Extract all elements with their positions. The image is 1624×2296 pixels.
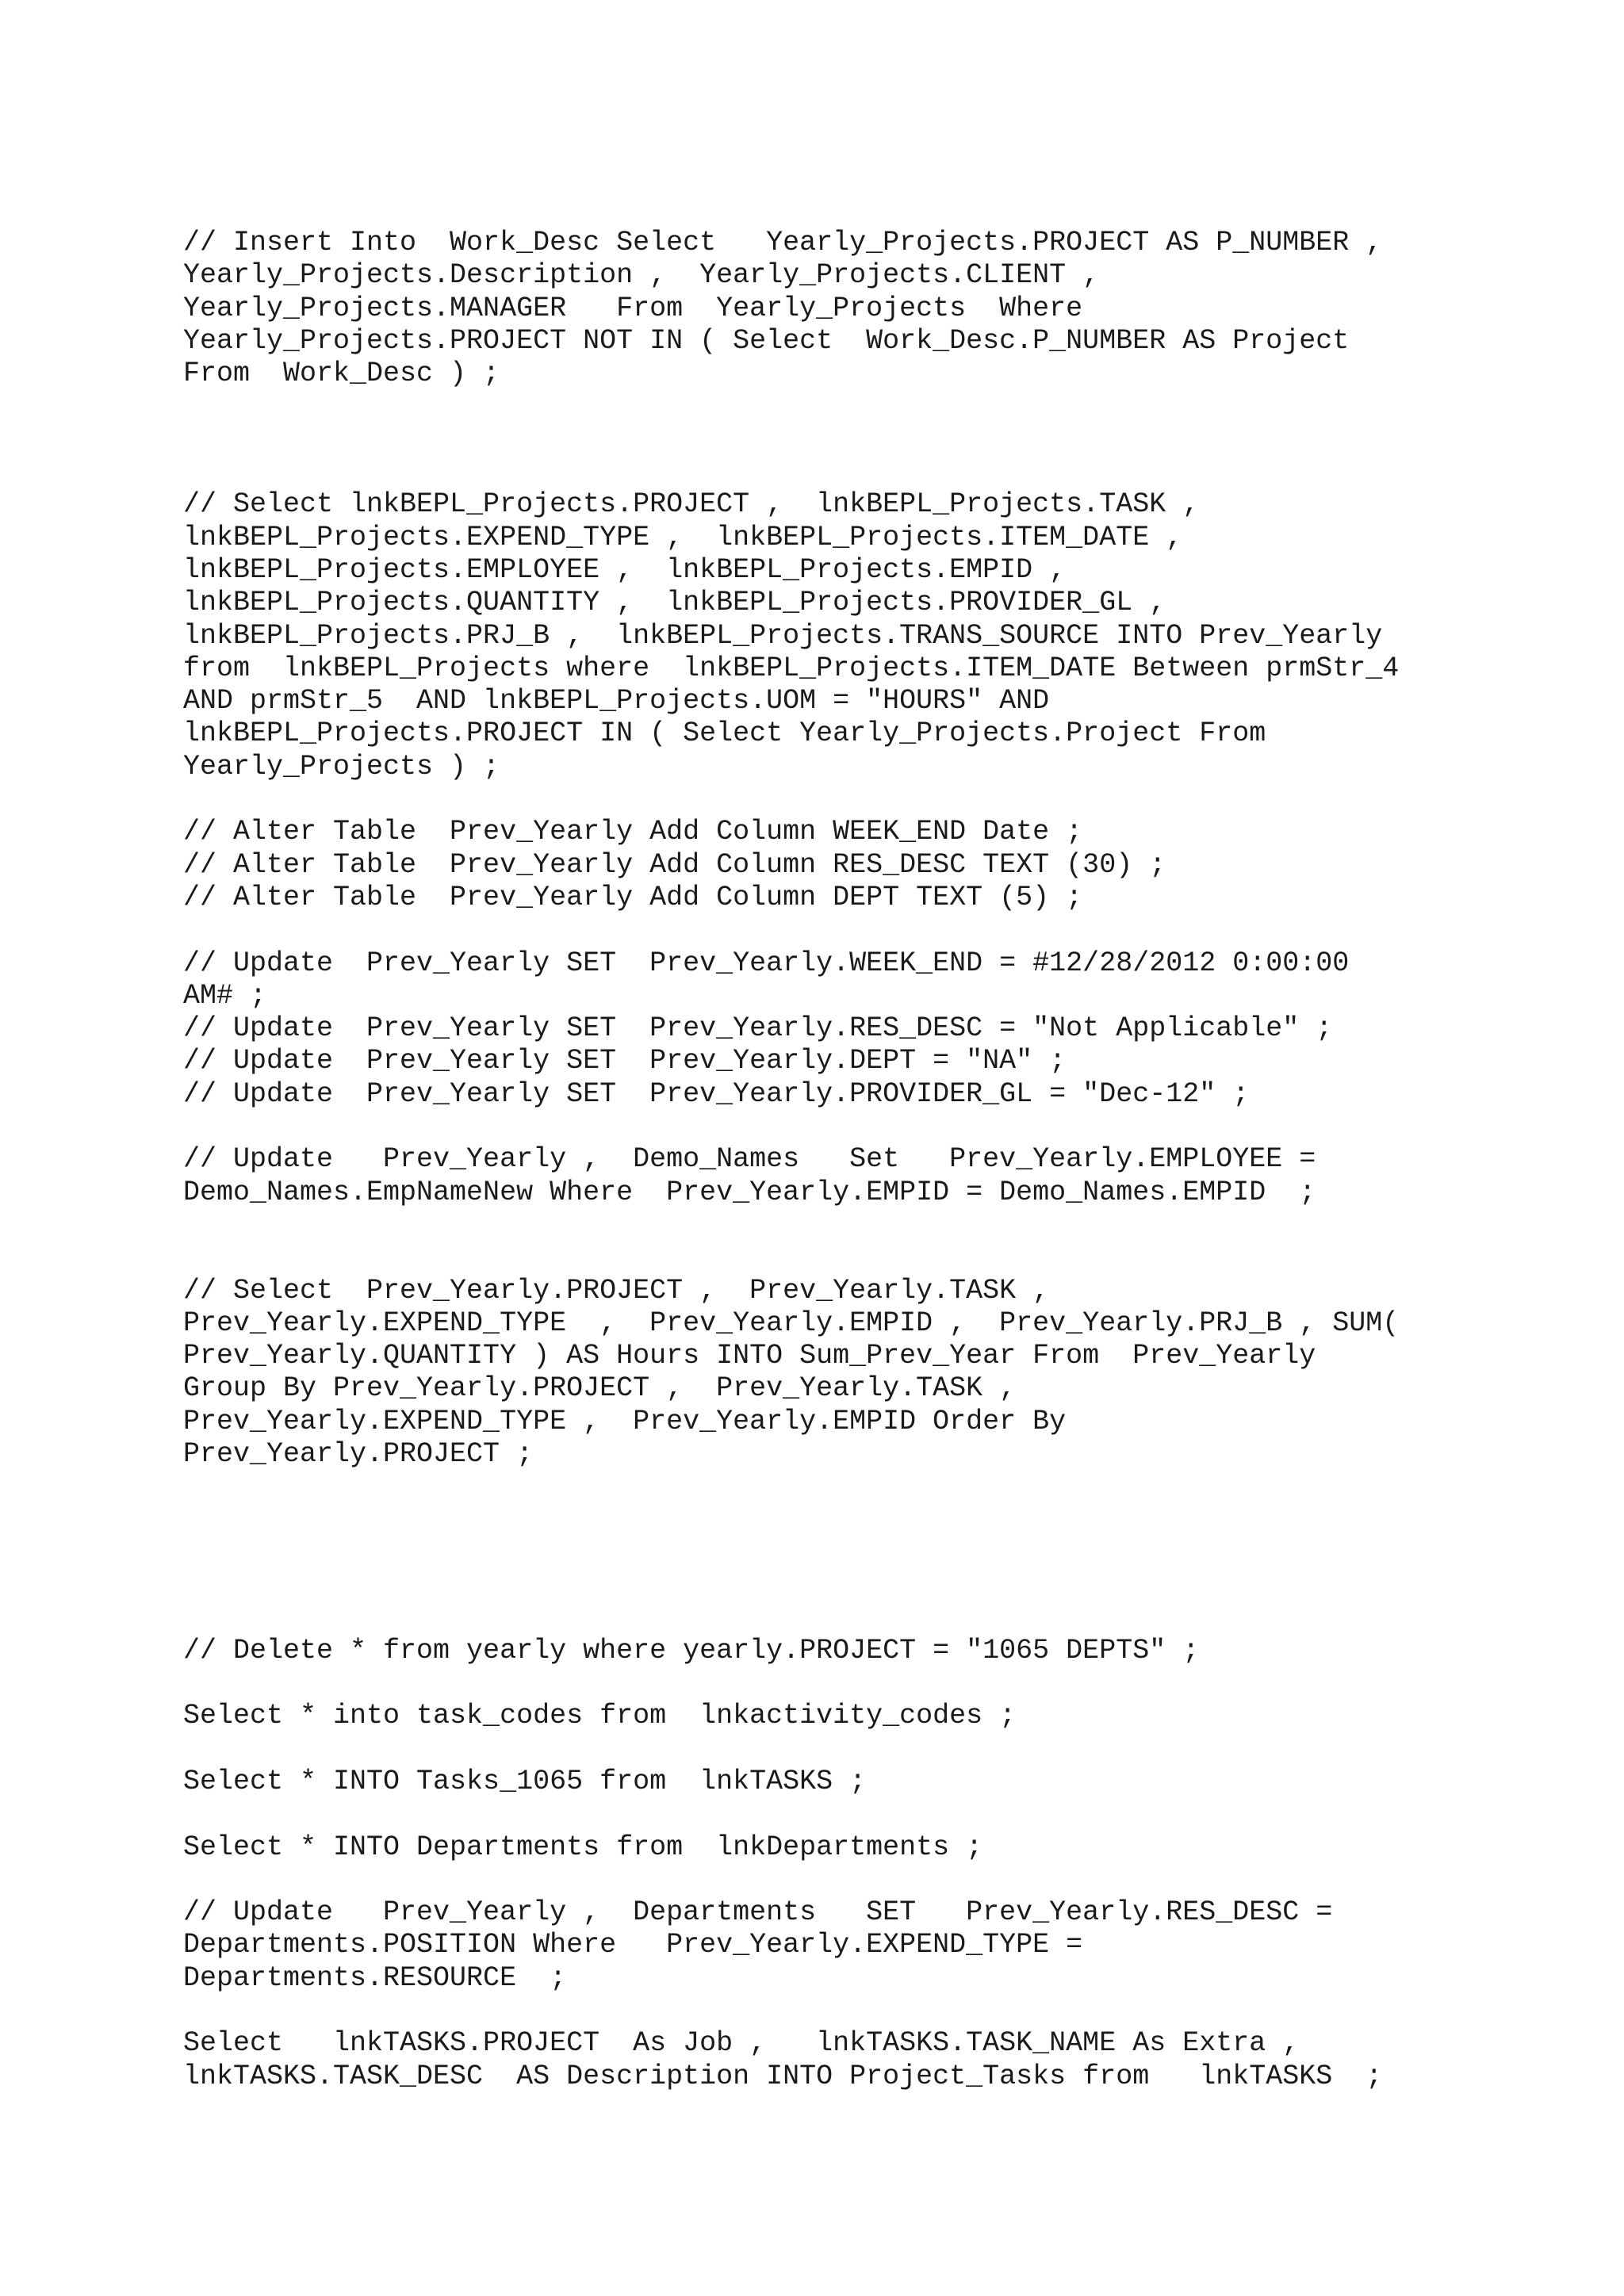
code-line — [183, 1242, 1611, 1274]
code-line: Select lnkTASKS.PROJECT As Job , lnkTASKS.TASK_NAME As Extra , — [183, 2027, 1300, 2060]
code-line: lnkBEPL_Projects.EXPEND_TYPE , lnkBEPL_Projects.ITEM_DATE , — [183, 521, 1183, 553]
code-line: // Update Prev_Yearly SET Prev_Yearly.WEEK_END = #12/28/2012 0:00:00 — [183, 947, 1350, 979]
code-line — [183, 1536, 1611, 1569]
code-line: // Update Prev_Yearly SET Prev_Yearly.DEPT = "NA" ; — [183, 1045, 1067, 1077]
code-line: // Select lnkBEPL_Projects.PROJECT , lnkBEPL_Projects.TASK , — [183, 488, 1200, 521]
code-line: Demo_Names.EmpNameNew Where Prev_Yearly.EMPID = Demo_Names.EMPID ; — [183, 1176, 1316, 1208]
code-line: Prev_Yearly.EXPEND_TYPE , Prev_Yearly.EMPID Order By — [183, 1405, 1067, 1437]
code-line — [183, 1209, 1611, 1242]
code-line: From Work_Desc ) ; — [183, 358, 500, 390]
code-line: lnkBEPL_Projects.EMPLOYEE , lnkBEPL_Projects.EMPID , — [183, 553, 1067, 586]
code-line: Yearly_Projects.Description , Yearly_Projects.CLIENT , — [183, 259, 1100, 292]
code-line: Prev_Yearly.QUANTITY ) AS Hours INTO Sum_Prev_Year From Prev_Yearly — [183, 1340, 1316, 1372]
code-line — [183, 783, 1611, 816]
code-line: Group By Prev_Yearly.PROJECT , Prev_Yearly.TASK , — [183, 1372, 1017, 1405]
code-line: Yearly_Projects ) ; — [183, 750, 500, 783]
code-line: Select * INTO Departments from lnkDepartments ; — [183, 1831, 983, 1863]
code-line: // Update Prev_Yearly SET Prev_Yearly.PROVIDER_GL = "Dec-12" ; — [183, 1077, 1250, 1110]
code-line — [183, 423, 1611, 456]
code-line: AND prmStr_5 AND lnkBEPL_Projects.UOM = "HOURS" AND — [183, 685, 1050, 718]
code-line: // Insert Into Work_Desc Select Yearly_Projects.PROJECT AS P_NUMBER , — [183, 227, 1383, 258]
code-line — [183, 1733, 1611, 1766]
code-line: lnkBEPL_Projects.PRJ_B , lnkBEPL_Projects.TRANS_SOURCE INTO Prev_Yearly — [183, 619, 1383, 652]
code-line — [183, 1995, 1611, 2027]
code-line — [183, 914, 1611, 947]
code-line: from lnkBEPL_Projects where lnkBEPL_Projects.ITEM_DATE Between prmStr_4 — [183, 652, 1400, 684]
code-line — [183, 456, 1611, 488]
code-line — [183, 1569, 1611, 1601]
sql-code-block — [183, 227, 1611, 2093]
code-line: // Delete * from yearly where yearly.PROJECT = "1065 DEPTS" ; — [183, 1634, 1200, 1667]
code-line: lnkBEPL_Projects.QUANTITY , lnkBEPL_Projects.PROVIDER_GL , — [183, 587, 1166, 619]
code-line — [183, 1504, 1611, 1536]
code-line: // Update Prev_Yearly , Departments SET Prev_Yearly.RES_DESC = — [183, 1896, 1333, 1929]
code-line: // Update Prev_Yearly , Demo_Names Set Prev_Yearly.EMPLOYEE = — [183, 1143, 1316, 1176]
code-line: Yearly_Projects.MANAGER From Yearly_Projects Where — [183, 292, 1083, 324]
code-line — [183, 1667, 1611, 1700]
code-line: Select * into task_codes from lnkactivity_codes ; — [183, 1700, 1017, 1732]
code-line — [183, 1601, 1611, 1634]
code-line: Prev_Yearly.PROJECT ; — [183, 1437, 534, 1470]
code-line: lnkTASKS.TASK_DESC AS Description INTO Project_Tasks from lnkTASKS ; — [183, 2060, 1383, 2092]
code-line: Prev_Yearly.EXPEND_TYPE , Prev_Yearly.EMPID , Prev_Yearly.PRJ_B , SUM( — [183, 1307, 1400, 1339]
code-line: Select * INTO Tasks_1065 from lnkTASKS ; — [183, 1765, 867, 1797]
code-line: // Alter Table Prev_Yearly Add Column RES_DESC TEXT (30) ; — [183, 848, 1166, 881]
code-line: // Select Prev_Yearly.PROJECT , Prev_Yearly.TASK , — [183, 1274, 1050, 1307]
code-line: AM# ; — [183, 979, 267, 1012]
code-line: Departments.RESOURCE ; — [183, 1961, 567, 1994]
code-line — [183, 390, 1611, 423]
code-line: lnkBEPL_Projects.PROJECT IN ( Select Yearly_Projects.Project From — [183, 718, 1266, 750]
code-line: Yearly_Projects.PROJECT NOT IN ( Select Work_Desc.P_NUMBER AS Project — [183, 324, 1350, 357]
code-line — [183, 1471, 1611, 1503]
code-line: Departments.POSITION Where Prev_Yearly.EXPEND_TYPE = — [183, 1929, 1083, 1961]
code-line: // Update Prev_Yearly SET Prev_Yearly.RES_DESC = "Not Applicable" ; — [183, 1012, 1333, 1045]
code-line — [183, 1864, 1611, 1896]
code-line: // Alter Table Prev_Yearly Add Column WEEK_END Date ; — [183, 816, 1083, 848]
code-line — [183, 1798, 1611, 1831]
code-line: // Alter Table Prev_Yearly Add Column DEPT TEXT (5) ; — [183, 881, 1083, 913]
code-line — [183, 1111, 1611, 1143]
